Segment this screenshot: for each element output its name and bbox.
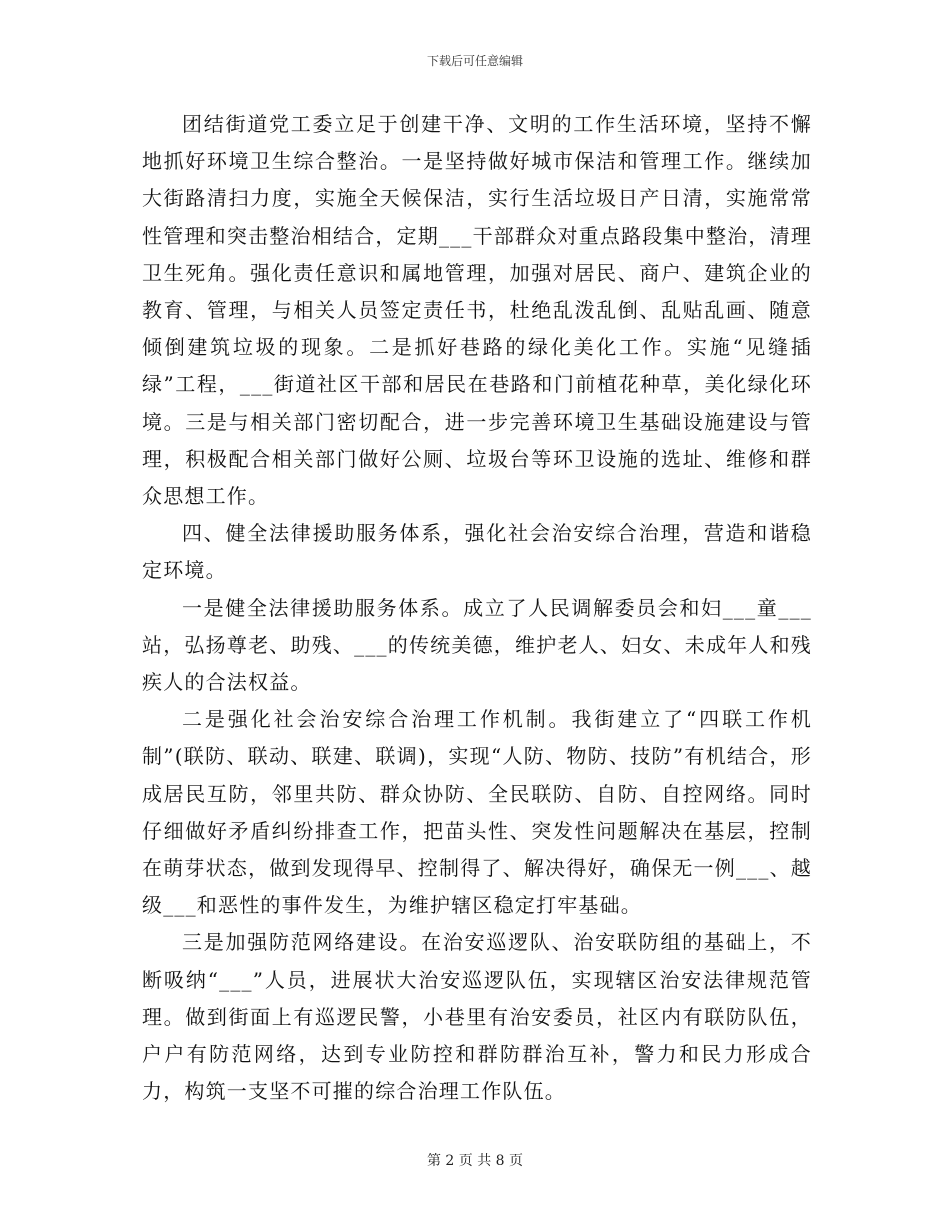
paragraph-security-mechanism: 二是强化社会治安综合治理工作机制。我街建立了“四联工作机制”(联防、联动、联建、联调)，实现“人防、物防、技防”有机结合，形成居民互防，邻里共防、群众协防、全民联防、自防、自控网络。同时仔细做好矛盾纠纷排查工作，把苗头性、突发性问题解决在基层，控制在萌芽状态，做到发现得早、控制得了、解决得好，确保无一例___、越级___和恶性的事件发生，为维护辖区稳定打牢基础。 [142,707,812,918]
section-heading-legal-aid: 四、健全法律援助服务体系，强化社会治安综合治理，营造和谐稳定环境。 [142,521,812,583]
page-number: 第 2 页 共 8 页 [426,1153,524,1169]
paragraph-prevention-network: 三是加强防范网络建设。在治安巡逻队、治安联防组的基础上，不断吸纳“___”人员，进展状大治安巡逻队伍，实现辖区治安法律规范管理。做到街面上有巡逻民警，小巷里有治安委员，社区内有联防队伍，户户有防范网络，达到专业防控和群防群治互补，警力和民力形成合力，构筑一支坚不可摧的综合治理工作队伍。 [142,930,812,1104]
paragraph-legal-aid: 一是健全法律援助服务体系。成立了人民调解委员会和妇___童___站，弘扬尊老、助残、___的传统美德，维护老人、妇女、未成年人和残疾人的合法权益。 [142,595,812,695]
page-header-note: 下载后可任意编辑 [426,54,523,68]
document-body [142,106,812,1110]
paragraph-environment: 团结街道党工委立足于创建干净、文明的工作生活环境，坚持不懈地抓好环境卫生综合整治。一是坚持做好城市保洁和管理工作。继续加大街路清扫力度，实施全天候保洁，实行生活垃圾日产日清，实施常常性管理和突击整治相结合，定期___干部群众对重点路段集中整治，清理卫生死角。强化责任意识和属地管理，加强对居民、商户、建筑企业的教育、管理，与相关人员签定责任书，杜绝乱泼乱倒、乱贴乱画、随意倾倒建筑垃圾的现象。二是抓好巷路的绿化美化工作。实施“见缝插绿”工程，___街道社区干部和居民在巷路和门前植花种草，美化绿化环境。三是与相关部门密切配合，进一步完善环境卫生基础设施建设与管理，积极配合相关部门做好公厕、垃圾台等环卫设施的选址、维修和群众思想工作。 [142,112,812,509]
